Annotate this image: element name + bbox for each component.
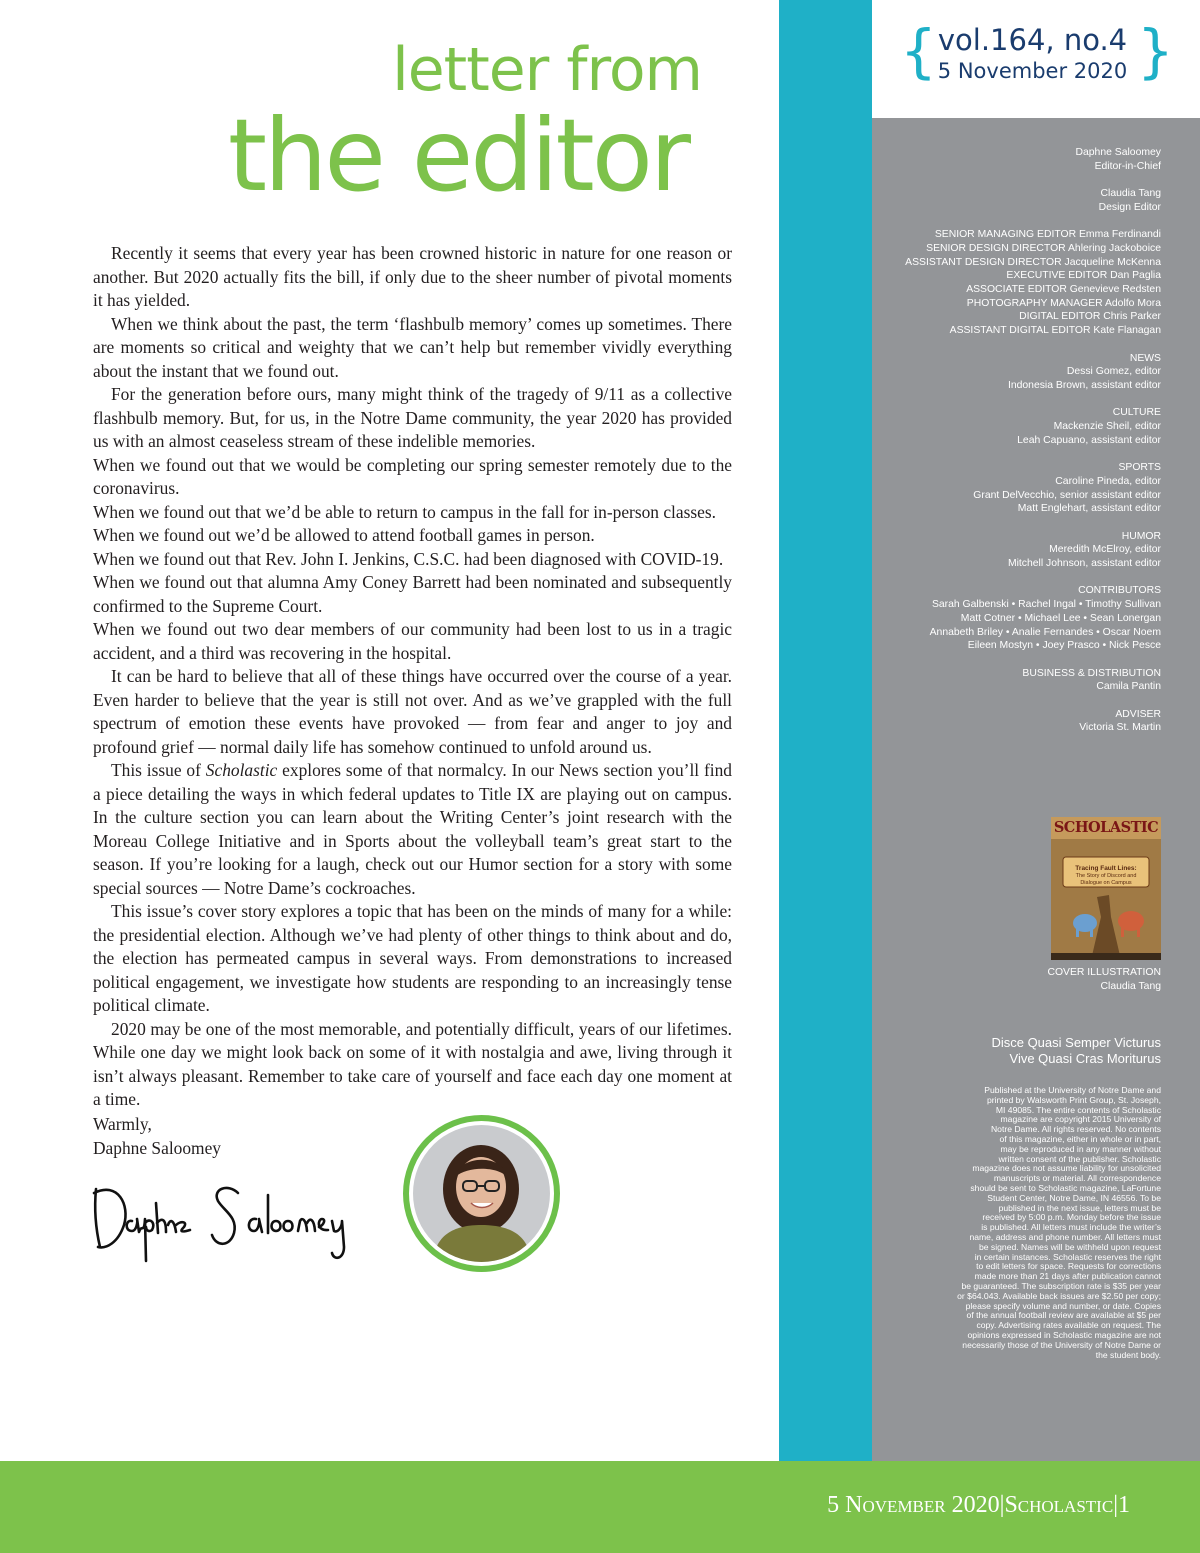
motto-line: Vive Quasi Cras Moriturus [1009, 1051, 1161, 1066]
section-heading: ADVISER [1115, 708, 1161, 720]
masthead-section-humor [861, 530, 1161, 571]
legal-line: please specify volume and number, or date. Copies [965, 1300, 1161, 1311]
legal-line: or $64.043. Available back issues are $2.50 per copy; [957, 1290, 1161, 1301]
legal-line: in certain instances. Scholastic reserves the right [974, 1251, 1161, 1262]
masthead-section-news [861, 352, 1161, 393]
masthead-section-sports [861, 461, 1161, 516]
cover-subhead-text: The Story of Discord and Dialogue on Campus [1075, 873, 1137, 886]
masthead-line: Editor-in-Chief [1094, 160, 1161, 172]
closing-block [93, 1112, 221, 1160]
section-heading: SPORTS [1118, 462, 1161, 474]
legal-line: to edit letters for space. Requests for corrections [976, 1261, 1161, 1272]
author-name: Daphne Saloomey [93, 1138, 221, 1158]
masthead-line: ASSOCIATE EDITOR Genevieve Redsten [966, 284, 1161, 295]
masthead-line: Daphne Saloomey [1075, 147, 1161, 158]
teal-stripe [779, 0, 872, 1461]
cover-credit-label: COVER ILLUSTRATION [1047, 967, 1161, 978]
masthead-section-adviser [861, 708, 1161, 735]
issue-date: 5 November 2020 [937, 59, 1128, 83]
masthead-line: Leah Capuano, assistant editor [1017, 434, 1161, 446]
section-heading: BUSINESS & DISTRIBUTION [1022, 667, 1161, 679]
masthead-editor [861, 146, 1161, 173]
title-letter-from: letter from [392, 35, 702, 105]
legal-line: magazine does not assume liability for unsolicited [972, 1163, 1161, 1174]
legal-line: necessarily those of the University of Notre Dame or [962, 1339, 1161, 1350]
legal-line: is published. All letters must include the writer’s [981, 1222, 1161, 1233]
legal-line: name, address and phone number. All letters must [969, 1231, 1161, 1242]
cover-headline [1071, 865, 1141, 887]
handwritten-signature [88, 1175, 388, 1270]
cover-thumbnail [1051, 817, 1161, 960]
legal-line: copy. Advertising rates available on request. The [976, 1320, 1161, 1331]
masthead-line: Annabeth Briley • Analie Fernandes • Oscar Noem [929, 626, 1161, 638]
masthead-line: Matt Englehart, assistant editor [1017, 503, 1161, 515]
folio-publication: Scholastic [1004, 1492, 1114, 1518]
publication-name-italic: Scholastic [205, 760, 278, 780]
article-paragraph: When we found out we’d be allowed to attend football games in person. [93, 525, 595, 545]
legal-line: made more than 21 days after publication cannot [974, 1271, 1161, 1282]
article-paragraph: This issue’s cover story explores a topic that has been on the minds of many for a while: the presidential election. Although we’ve had plenty of other things to think about and do, the election has permeated campus in several ways. From demonstrations to increased political engagement, we investigate how students are responding to an increasingly tense political climate. [93, 901, 732, 1015]
left-brace-icon: { [900, 17, 937, 85]
cover-masthead-name: SCHOLASTIC [1053, 819, 1159, 836]
masthead-line: SENIOR DESIGN DIRECTOR Ahlering Jackoboice [926, 242, 1161, 254]
masthead-line: EXECUTIVE EDITOR Dan Paglia [1006, 270, 1161, 282]
legal-line: written consent of the publisher. Scholastic [998, 1153, 1161, 1164]
masthead-line: Sarah Galbenski • Rachel Ingal • Timothy Sullivan [931, 599, 1161, 611]
section-heading: HUMOR [1121, 530, 1161, 542]
masthead-section-culture [861, 406, 1161, 447]
article-paragraph: When we found out two dear members of our community had been lost to us in a tragic accident, and a third was recovering in the hospital. [93, 619, 732, 663]
legal-line: magazine are copyright 2015 University of [1000, 1114, 1161, 1125]
masthead-line: ASSISTANT DIGITAL EDITOR Kate Flanagan [949, 325, 1161, 337]
closing-salutation: Warmly, [93, 1114, 152, 1134]
legal-line: of the annual football review are available at $5 per [966, 1310, 1161, 1321]
legal-line: MI 49085. The entire contents of Scholastic [995, 1104, 1161, 1115]
legal-line: published in the next issue, letters must be [998, 1202, 1161, 1213]
legal-line: Student Center, Notre Dame, IN 46556. To be [987, 1192, 1161, 1203]
legal-line: opinions expressed in Scholastic magazine are not [967, 1329, 1161, 1340]
legal-line: should be sent to Scholastic magazine, LaFortune [970, 1182, 1161, 1193]
cover-headline-text: Tracing Fault Lines: [1075, 865, 1137, 872]
legal-line: Published at the University of Notre Dame and [984, 1085, 1161, 1095]
masthead-line: Dessi Gomez, editor [1066, 366, 1161, 378]
legal-line: be signed. Names will be withheld upon request [978, 1241, 1161, 1252]
page-folio [827, 1493, 1130, 1517]
masthead-line: ASSISTANT DESIGN DIRECTOR Jacqueline McKenna [905, 256, 1161, 268]
masthead [861, 146, 1161, 749]
cover-illustration [1051, 817, 1161, 960]
legal-line: printed by Walsworth Print Group, St. Joseph, [986, 1094, 1161, 1105]
legal-line: of this magazine, either in whole or in part, [999, 1133, 1161, 1144]
article-paragraph: When we think about the past, the term ‘flashbulb memory’ comes up sometimes. There are moments so critical and weighty that we can’t help but remember vividly everything about the instant that we found out. [93, 313, 732, 381]
folio-separator: | [1113, 1492, 1118, 1518]
section-heading: NEWS [1129, 352, 1161, 364]
legal-notice [918, 1086, 1161, 1360]
latin-motto [991, 1035, 1161, 1067]
legal-line: be guaranteed. The subscription rate is $35 per year [961, 1280, 1161, 1291]
masthead-line: DIGITAL EDITOR Chris Parker [1019, 311, 1161, 323]
masthead-line: Matt Cotner • Michael Lee • Sean Lonergan [960, 612, 1161, 624]
section-heading: CONTRIBUTORS [1078, 585, 1161, 597]
article-paragraph: 2020 may be one of the most memorable, and potentially difficult, years of our lifetimes. While one day we might look back on some of it with nostalgia and awe, living through it isn’t always pleasant. Remember to take care of yourself and face each day one moment at a time. [93, 1018, 732, 1109]
article-paragraph: When we found out that we would be completing our spring semester remotely due to the coronavirus. [93, 454, 732, 498]
right-brace-icon: } [1137, 17, 1174, 85]
article-paragraph: For the generation before ours, many might think of the tragedy of 9/11 as a collective flashbulb memory. But, for us, in the Notre Dame community, the year 2020 has provided us with an almost ceaseless stream of these indelible memories. [93, 384, 732, 451]
article-paragraph: When we found out that we’d be able to return to campus in the fall for in-person classes. [93, 501, 716, 522]
portrait-photo [413, 1125, 550, 1262]
issue-volume: vol.164, no.4 [937, 23, 1128, 57]
page-number: 1 [1118, 1492, 1130, 1518]
masthead-line: Camila Pantin [1096, 681, 1161, 693]
article-paragraph: When we found out that Rev. John I. Jenkins, C.S.C. had been diagnosed with COVID-19. [93, 548, 724, 569]
masthead-line: SENIOR MANAGING EDITOR Emma Ferdinandi [934, 229, 1161, 241]
masthead-line: Mitchell Johnson, assistant editor [1007, 558, 1161, 569]
masthead-line: Design Editor [1098, 201, 1161, 213]
masthead-line: Indonesia Brown, assistant editor [1007, 379, 1161, 391]
article-body [93, 242, 732, 1112]
article-paragraph-scholastic [93, 759, 732, 900]
masthead-line: Claudia Tang [1100, 188, 1161, 200]
cover-credit [1047, 966, 1161, 993]
title-the-editor: the editor [227, 97, 688, 214]
article-paragraph: When we found out that alumna Amy Coney Barrett had been nominated and subsequently confirmed to the Supreme Court. [93, 572, 732, 616]
masthead-line: Meredith McElroy, editor [1049, 544, 1161, 556]
legal-line: Notre Dame. All rights reserved. No contents [990, 1124, 1161, 1135]
masthead-section-business [861, 667, 1161, 694]
masthead-section-contributors [861, 584, 1161, 653]
masthead-editor [861, 187, 1161, 214]
text-run: explores some of that normalcy. In our News section you’ll find a piece detailing the ways in which federal updates to Title IX are playing out on campus. In the culture section you can learn about the Writing Center’s joint research with the Moreau College Initiative and in Sports about the volleyball team’s great start to the season. If you’re looking for a laugh, check out our Humor section for a story with some special sources — Notre Dame’s cockroaches. [93, 760, 732, 898]
masthead-line: Mackenzie Sheil, editor [1053, 421, 1161, 432]
masthead-line: Eileen Mostyn • Joey Prasco • Nick Pesce [967, 640, 1161, 652]
legal-line: may be reproduced in any manner without [1000, 1143, 1161, 1154]
legal-line: received by 5:00 p.m. Monday before the issue [982, 1212, 1161, 1223]
article-paragraph: Recently it seems that every year has been crowned historic in nature for one reason or another. But 2020 actually fits the bill, if only due to the sheer number of pivotal moments it has yielded. [93, 243, 732, 310]
text-run: This issue of [111, 760, 206, 780]
masthead-staff [861, 228, 1161, 338]
legal-line: the student body. [1095, 1349, 1161, 1360]
masthead-line: Victoria St. Martin [1079, 722, 1161, 734]
folio-separator: | [999, 1492, 1005, 1518]
article-paragraph: It can be hard to believe that all of these things have occurred over the course of a year. Even harder to believe that the year is still not over. And as we’ve grappled with the full spectrum of emotion these events have provoked — from fear and anger to joy and profound grief — normal daily life has somehow continued to unfold around us. [93, 666, 732, 757]
editor-portrait [403, 1115, 560, 1272]
folio-date: 5 November 2020 [827, 1492, 1000, 1518]
masthead-line: Grant DelVecchio, senior assistant editor [973, 489, 1161, 501]
masthead-line: Caroline Pineda, editor [1055, 475, 1161, 487]
cover-credit-name: Claudia Tang [1100, 980, 1161, 992]
masthead-line: PHOTOGRAPHY MANAGER Adolfo Mora [966, 297, 1161, 309]
legal-line: manuscripts or material. All correspondence [993, 1173, 1161, 1184]
motto-line: Disce Quasi Semper Victurus [991, 1035, 1161, 1050]
section-heading: CULTURE [1112, 407, 1161, 419]
